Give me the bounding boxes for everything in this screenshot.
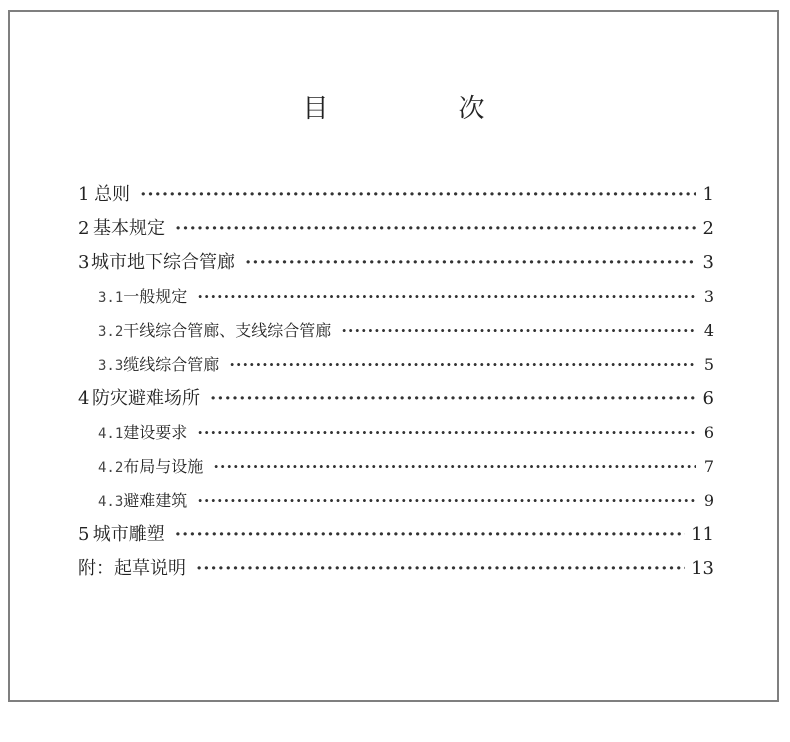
toc-entry-4-1[interactable] (78, 416, 714, 450)
dot-leader (213, 450, 696, 484)
toc-entry-number: 2 (78, 218, 90, 239)
toc-entry-page: 2 (702, 218, 714, 239)
toc-entry-number: 3.2 (98, 324, 124, 340)
dot-leader (196, 552, 685, 586)
toc-entry-page: 7 (703, 457, 714, 476)
toc-entry-1[interactable] (78, 178, 714, 212)
toc-entry-number: 3.3 (98, 358, 124, 374)
dot-leader (175, 212, 696, 246)
toc-entry-number: 5 (78, 524, 90, 545)
toc-entry-page: 9 (703, 491, 714, 510)
toc-entry-2[interactable] (78, 212, 714, 246)
toc-entry-page: 3 (702, 252, 714, 273)
toc-title: 目 次 (302, 94, 537, 124)
toc-entry-page: 4 (703, 321, 714, 340)
toc-entry-title: 城市雕塑 (92, 524, 165, 545)
toc-entry-4[interactable] (78, 382, 714, 416)
toc-entry-title: 城市地下综合管廊 (91, 252, 236, 273)
toc-entry-page: 5 (703, 355, 714, 374)
dot-leader (140, 178, 696, 212)
toc-entry-number: 3 (78, 252, 90, 273)
toc-entry-title: 布局与设施 (123, 457, 204, 476)
toc-entry-title: 基本规定 (93, 218, 166, 239)
toc-entry-5[interactable] (78, 518, 714, 552)
toc-entry-number: 4 (78, 388, 90, 409)
dot-leader (229, 348, 696, 382)
toc-entry-appendix[interactable] (78, 552, 714, 586)
dot-leader (210, 382, 696, 416)
dot-leader (245, 246, 696, 280)
dot-leader (341, 314, 696, 348)
toc-entry-3-3[interactable] (78, 348, 714, 382)
document-page (8, 10, 779, 702)
toc-entry-number: 4.3 (98, 494, 124, 510)
dot-leader (197, 484, 696, 518)
toc-entry-page: 6 (703, 423, 714, 442)
toc-entry-title: 一般规定 (123, 287, 188, 306)
toc-entry-title: 避难建筑 (123, 491, 188, 510)
toc-entry-4-3[interactable] (78, 484, 714, 518)
toc-entry-page: 11 (691, 524, 714, 545)
toc-entry-title: 总则 (94, 184, 131, 205)
toc-entry-title: 缆线综合管廊 (123, 355, 220, 374)
toc-entry-title: 建设要求 (123, 423, 188, 442)
dot-leader (175, 518, 685, 552)
toc-entry-3-1[interactable] (78, 280, 714, 314)
table-of-contents (78, 178, 714, 586)
toc-entry-page: 1 (702, 184, 714, 205)
toc-entry-page: 13 (691, 558, 714, 579)
dot-leader (197, 416, 696, 450)
toc-entry-title: 干线综合管廊、支线综合管廊 (123, 321, 332, 340)
toc-entry-page: 3 (703, 287, 714, 306)
toc-entry-number: 1 (78, 184, 90, 205)
toc-entry-number: 4.1 (98, 426, 124, 442)
toc-entry-page: 6 (702, 388, 714, 409)
toc-entry-title: 附：起草说明 (78, 558, 186, 579)
dot-leader (197, 280, 696, 314)
toc-entry-title: 防灾避难场所 (92, 388, 201, 409)
toc-entry-3[interactable] (78, 246, 714, 280)
toc-entry-number: 4.2 (98, 460, 124, 476)
toc-entry-3-2[interactable] (78, 314, 714, 348)
toc-entry-number: 3.1 (98, 290, 124, 306)
toc-entry-4-2[interactable] (78, 450, 714, 484)
